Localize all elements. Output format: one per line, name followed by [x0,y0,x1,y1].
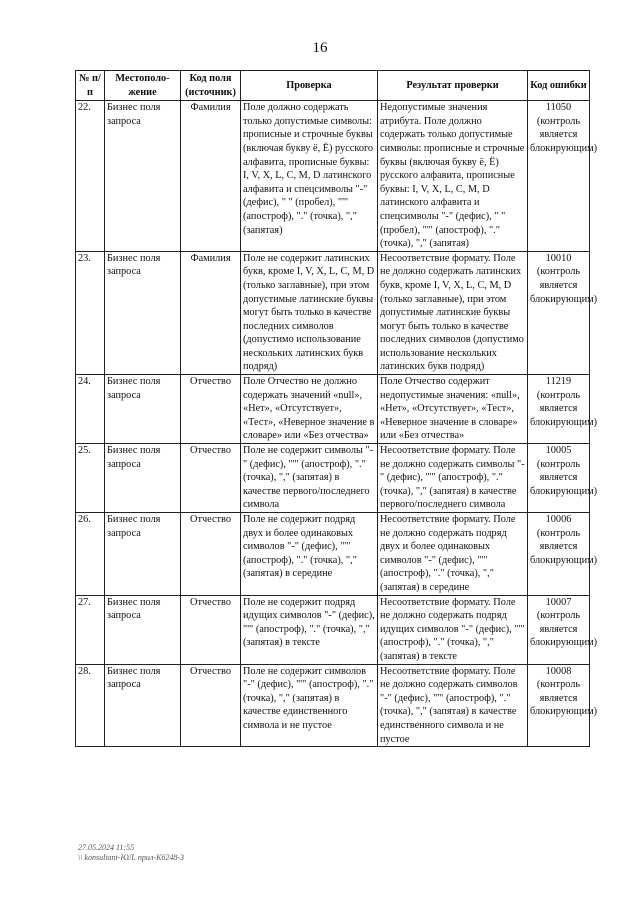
row-num: 25. [76,444,105,513]
footer-stamp [78,843,184,863]
header-result: Результат проверки [378,71,528,101]
row-location: Бизнес поля запроса [105,513,181,596]
row-check: Поле Отчество не должно содержать значений «null», «Нет», «Отсутствует», «Тест», «Неверное значение в словаре» или «Без отчества» [241,375,378,444]
table-row [76,513,590,596]
row-location: Бизнес поля запроса [105,595,181,664]
row-num: 26. [76,513,105,596]
row-num: 22. [76,101,105,252]
row-check: Поле не содержит подряд двух и более одинаковых символов "-" (дефис), "'" (апостроф), "." (точка), "," (запятая) в середине [241,513,378,596]
header-location: Местополо-жение [105,71,181,101]
row-check: Поле не содержит символы "-" (дефис), "'" (апостроф), "." (точка), "," (запятая) в качестве первого/последнего символа [241,444,378,513]
row-result: Несоответствие формату. Поле не должно содержать символов "-" (дефис), "'" (апостроф), "." (точка), "," (запятая) в качестве единственного символа и не пустое [378,664,528,747]
row-result: Несоответствие формату. Поле не должно содержать символы "-" (дефис), "'" (апостроф), "." (точка), "," (запятая) в качестве первого/последнего символа [378,444,528,513]
row-num: 27. [76,595,105,664]
row-result: Недопустимые значения атрибута. Поле должно содержать только допустимые символы: прописные и строчные буквы (включая букву ё, Ё) русского алфавита, прописные буквы: I, V, X, L, C, M, D латинского алфавита и спецсимволы "-" (дефис), " " (пробел), "'" (апостроф), "." (точка), "," (запятая) [378,101,528,252]
row-check: Поле не содержит символов "-" (дефис), "'" (апостроф), "." (точка), "," (запятая) в качестве единственного символа и не пустое [241,664,378,747]
table-header-row [76,71,590,101]
row-error-code: 10010 (контроль является блокирующим) [528,251,590,374]
checks-table [75,70,598,747]
row-check: Поле должно содержать только допустимые символы: прописные и строчные буквы (включая букву ё, Ё) русского алфавита, прописные буквы: I, V, X, L, C, M, D латинского алфавита и спецсимволы "-" (дефис), " " (пробел), "'" (апостроф), "." (точка), "," (запятая) [241,101,378,252]
table-row [76,251,590,374]
row-field-code: Отчество [181,513,241,596]
row-error-code: 10008 (контроль является блокирующим) [528,664,590,747]
row-check: Поле не содержит подряд идущих символов "-" (дефис), "'" (апостроф), "." (точка), "," (запятая) в тексте [241,595,378,664]
row-field-code: Фамилия [181,251,241,374]
table-row [76,595,590,664]
row-field-code: Отчество [181,375,241,444]
row-num: 24. [76,375,105,444]
row-check: Поле не содержит латинских букв, кроме I, V, X, L, C, M, D (только заглавные), при этом допустимые латинские буквы могут быть только в качестве последних символов (допустимо использование нескольких латинских букв подряд) [241,251,378,374]
table-row [76,444,590,513]
row-error-code: 10005 (контроль является блокирующим) [528,444,590,513]
row-location: Бизнес поля запроса [105,375,181,444]
table-row [76,664,590,747]
row-error-code: 10006 (контроль является блокирующим) [528,513,590,596]
row-error-code: 11219 (контроль является блокирующим) [528,375,590,444]
header-error-code: Код ошибки [528,71,590,101]
header-field-code: Код поля (источник) [181,71,241,101]
row-num: 28. [76,664,105,747]
row-field-code: Отчество [181,444,241,513]
footer-path: \\ konsultant-ЮЛ. прил-К6248-3 [78,853,185,862]
table-row [76,375,590,444]
row-field-code: Отчество [181,595,241,664]
page-number: 16 [312,40,328,56]
row-result: Поле Отчество содержит недопустимые значения: «null», «Нет», «Отсутствует», «Тест», «Неверное значение в словаре» или «Без отчества» [378,375,528,444]
row-location: Бизнес поля запроса [105,101,181,252]
row-num: 23. [76,251,105,374]
row-location: Бизнес поля запроса [105,444,181,513]
row-error-code: 11050 (контроль является блокирующим) [528,101,590,252]
table-row [76,101,590,252]
row-result: Несоответствие формату. Поле не должно содержать латинских букв, кроме I, V, X, L, C, M, D (только заглавные), при этом допустимые латинские буквы могут быть только в качестве последних символов (допустимо использование нескольких латинских букв подряд) [378,251,528,374]
row-location: Бизнес поля запроса [105,251,181,374]
header-num: № п/п [76,71,105,101]
row-error-code: 10007 (контроль является блокирующим) [528,595,590,664]
row-field-code: Фамилия [181,101,241,252]
footer-date: 27.05.2024 11:55 [78,843,135,852]
row-field-code: Отчество [181,664,241,747]
row-result: Несоответствие формату. Поле не должно содержать подряд двух и более одинаковых символов "-" (дефис), "'" (апостроф), "." (точка), "," (запятая) в середине [378,513,528,596]
row-result: Несоответствие формату. Поле не должно содержать подряд идущих символов "-" (дефис), "'" (апостроф), "." (точка), "," (запятая) в тексте [378,595,528,664]
row-location: Бизнес поля запроса [105,664,181,747]
header-check: Проверка [241,71,378,101]
